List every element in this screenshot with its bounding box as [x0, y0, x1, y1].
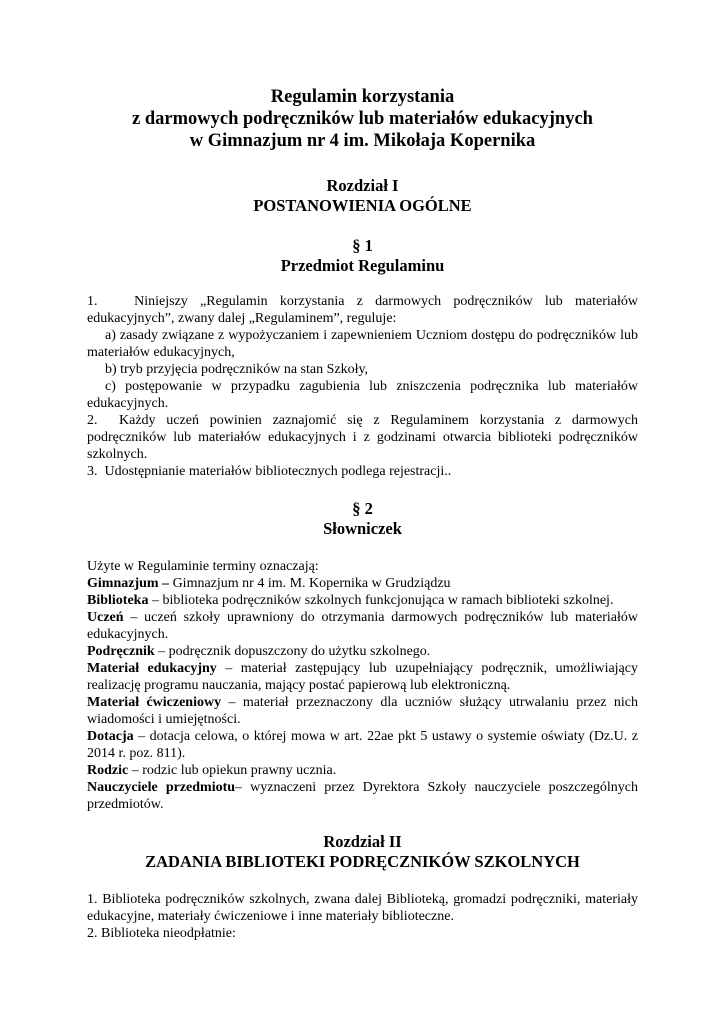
glossary-term: Rodzic: [87, 763, 129, 778]
section-1-point-1c: c) postępowanie w przypadku zagubienia lub zniszczenia podręcznika lub materiałów edukacyjnych.: [87, 379, 638, 411]
glossary-term: Podręcznik: [87, 644, 155, 659]
chapter-2-body: [87, 891, 638, 942]
glossary-item: [87, 762, 638, 779]
glossary-term: Gimnazjum –: [87, 576, 170, 591]
section-2-body: [87, 558, 638, 813]
chapter-1-label: Rozdział I: [326, 176, 399, 195]
document-page: [87, 86, 638, 942]
glossary-definition: Gimnazjum nr 4 im. M. Kopernika w Grudziądzu: [169, 576, 451, 591]
glossary-definition: – wyznaczeni przez Dyrektora Szkoły nauczyciele poszczególnych przedmiotów.: [87, 780, 638, 812]
glossary-item: [87, 643, 638, 660]
section-1-point-1: 1. Niniejszy „Regulamin korzystania z darmowych podręczników lub materiałów edukacyjnych”, zwany dalej „Regulaminem”, reguluje:: [87, 294, 638, 326]
glossary-item: [87, 592, 638, 609]
glossary-definition: – uczeń szkoły uprawniony do otrzymania darmowych podręczników lub materiałów edukacyjnych.: [87, 610, 638, 642]
chapter-2-name: ZADANIA BIBLIOTEKI PODRĘCZNIKÓW SZKOLNYCH: [145, 852, 580, 871]
glossary-item: [87, 609, 638, 643]
document-title: [87, 86, 638, 152]
chapter-2-label: Rozdział II: [323, 832, 402, 851]
glossary-definition: – podręcznik dopuszczony do użytku szkolnego.: [154, 644, 431, 659]
glossary-definition: – biblioteka podręczników szkolnych funkcjonująca w ramach biblioteki szkolnej.: [148, 593, 614, 608]
chapter-1-name: POSTANOWIENIA OGÓLNE: [253, 196, 472, 215]
glossary-definition: – dotacja celowa, o której mowa w art. 22ae pkt 5 ustawy o systemie oświaty (Dz.U. z 2014 r. poz. 811).: [87, 729, 638, 761]
glossary-term: Nauczyciele przedmiotu: [87, 780, 236, 795]
glossary-term: Materiał edukacyjny: [87, 661, 217, 676]
glossary-item: [87, 660, 638, 694]
title-line-2: z darmowych podręczników lub materiałów edukacyjnych: [132, 109, 593, 129]
title-line-1: Regulamin korzystania: [270, 87, 455, 107]
chapter-2-heading: [87, 832, 638, 872]
glossary-term: Dotacja: [87, 729, 134, 744]
section-1-symbol: § 1: [352, 236, 373, 255]
glossary-item: [87, 694, 638, 728]
glossary-item: [87, 575, 638, 592]
section-1-point-3: 3. Udostępnianie materiałów bibliotecznych podlega rejestracji..: [87, 464, 452, 479]
section-2-symbol: § 2: [352, 499, 373, 518]
glossary-intro: Użyte w Regulaminie terminy oznaczają:: [87, 559, 319, 574]
section-1-point-1b: b) tryb przyjęcia podręczników na stan Szkoły,: [105, 362, 369, 377]
glossary-definition: – materiał przeznaczony dla uczniów służący utrwalaniu przez nich wiadomości i umiejętności.: [87, 695, 638, 727]
section-1-title: Przedmiot Regulaminu: [280, 256, 445, 275]
section-1-point-1a: a) zasady związane z wypożyczaniem i zapewnieniem Uczniom dostępu do podręczników lub materiałów edukacyjnych,: [87, 328, 638, 360]
section-1-point-2: 2. Każdy uczeń powinien zaznajomić się z Regulaminem korzystania z darmowych podręczników lub materiałów edukacyjnych i z godzinami otwarcia biblioteki podręczników szkolnych.: [87, 413, 638, 462]
section-2-heading: [87, 499, 638, 539]
glossary-term: Biblioteka: [87, 593, 149, 608]
chapter-1-heading: [87, 176, 638, 216]
glossary-definition: – rodzic lub opiekun prawny ucznia.: [128, 763, 337, 778]
title-line-3: w Gimnazjum nr 4 im. Mikołaja Kopernika: [189, 131, 536, 151]
chapter-2-point-1: 1. Biblioteka podręczników szkolnych, zwana dalej Biblioteką, gromadzi podręczniki, materiały edukacyjne, materiały ćwiczeniowe i inne materiały biblioteczne.: [87, 892, 638, 924]
glossary-definition: – materiał zastępujący lub uzupełniający podręcznik, umożliwiający realizację programu nauczania, mający postać papierową lub elektroniczną.: [87, 661, 638, 693]
section-1-body: [87, 293, 638, 480]
section-2-title: Słowniczek: [323, 519, 402, 538]
glossary-term: Materiał ćwiczeniowy: [87, 695, 222, 710]
glossary-item: [87, 728, 638, 762]
section-1-heading: [87, 236, 638, 276]
glossary-item: [87, 779, 638, 813]
chapter-2-point-2: 2. Biblioteka nieodpłatnie:: [87, 926, 236, 941]
glossary-term: Uczeń: [87, 610, 124, 625]
